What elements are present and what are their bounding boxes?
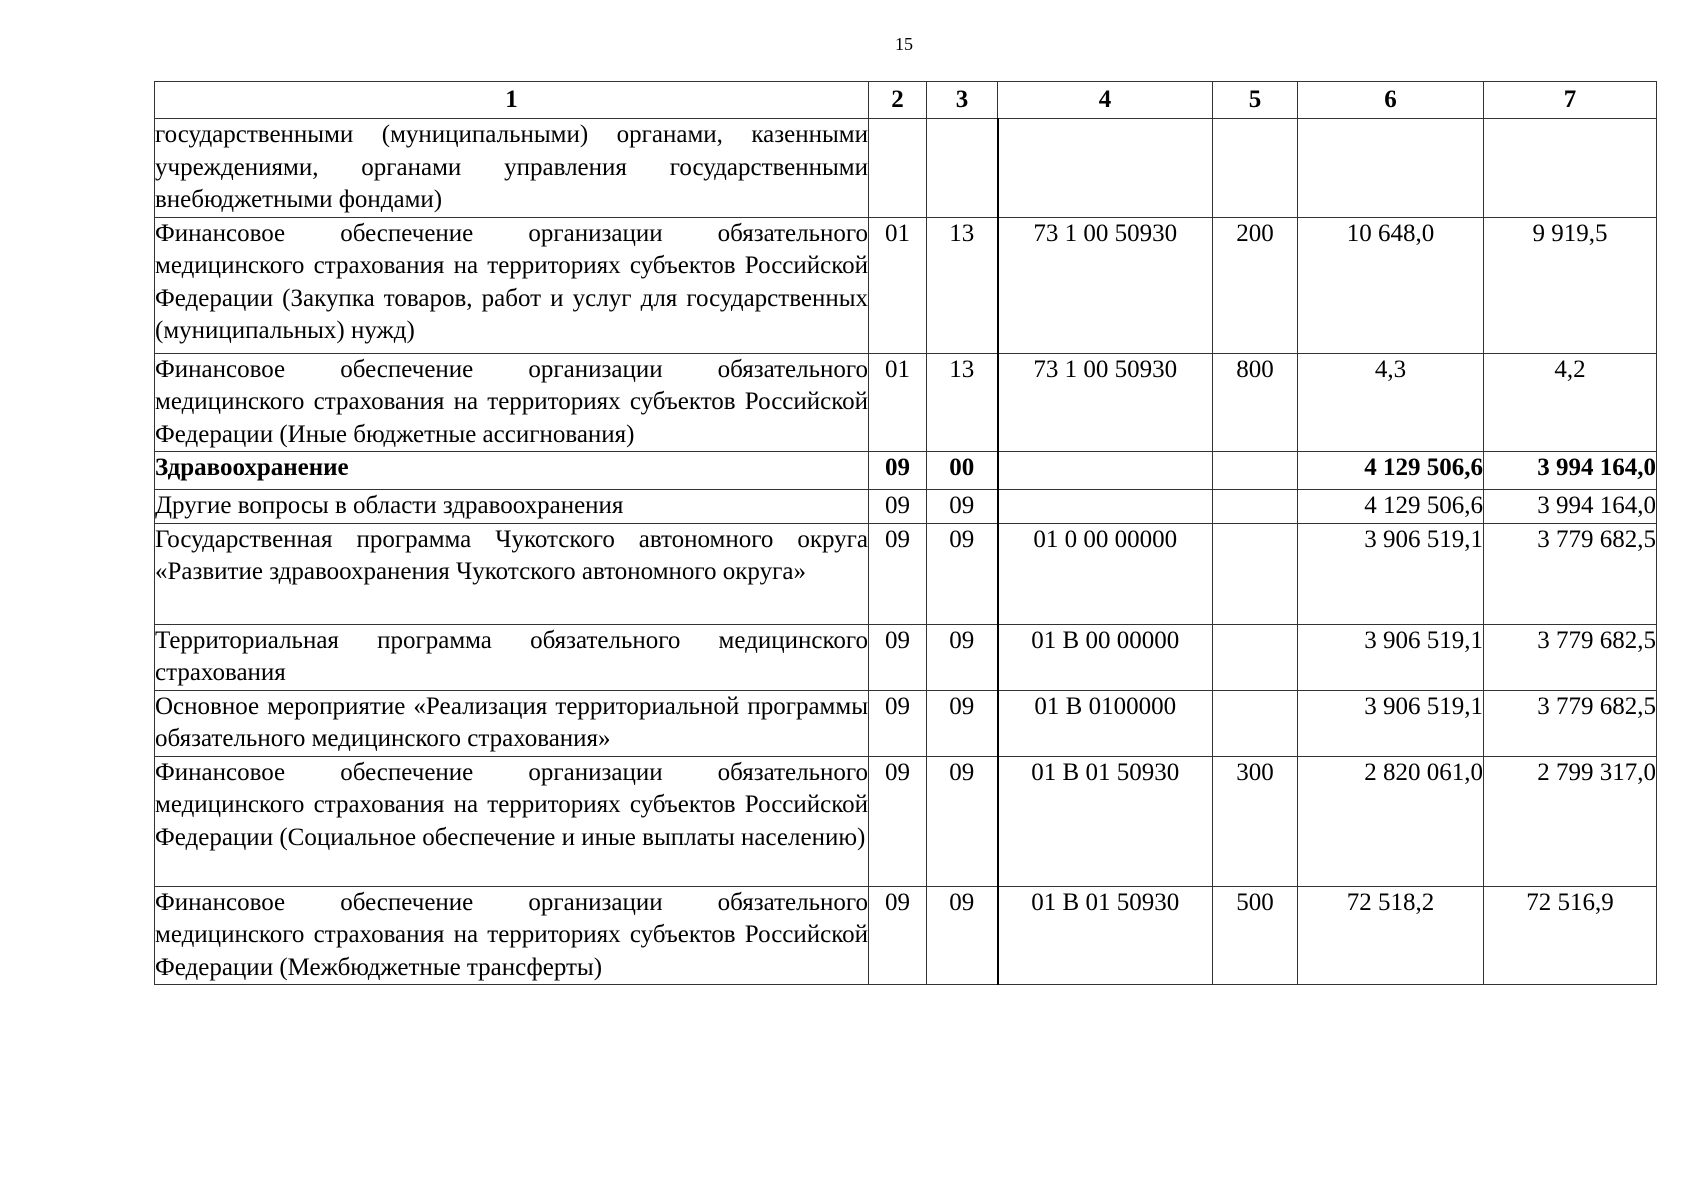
row-subsection-code xyxy=(927,119,998,218)
header-col-7: 7 xyxy=(1484,82,1657,119)
row-subsection-code: 09 xyxy=(927,886,998,985)
header-col-1: 1 xyxy=(155,82,869,119)
header-col-2: 2 xyxy=(869,82,927,119)
row-amount-col6: 10 648,0 xyxy=(1298,217,1484,353)
row-target-article: 01 В 0100000 xyxy=(998,690,1213,756)
row-expense-type: 300 xyxy=(1213,756,1298,886)
row-subsection-code: 09 xyxy=(927,690,998,756)
row-expense-type: 800 xyxy=(1213,353,1298,452)
row-subsection-code: 13 xyxy=(927,353,998,452)
row-section-code: 09 xyxy=(869,690,927,756)
row-amount-col7: 72 516,9 xyxy=(1484,886,1657,985)
row-amount-col7 xyxy=(1484,119,1657,218)
row-amount-col7: 3 779 682,5 xyxy=(1484,523,1657,624)
row-description: Территориальная программа обязательного медицинского страхования xyxy=(155,624,869,690)
header-col-4: 4 xyxy=(998,82,1213,119)
table-row xyxy=(155,119,1657,218)
table-row xyxy=(155,523,1657,624)
row-target-article: 73 1 00 50930 xyxy=(998,353,1213,452)
row-expense-type xyxy=(1213,452,1298,490)
row-amount-col6 xyxy=(1298,119,1484,218)
row-subsection-code: 09 xyxy=(927,490,998,524)
row-section-code: 09 xyxy=(869,624,927,690)
header-col-3: 3 xyxy=(927,82,998,119)
row-expense-type xyxy=(1213,624,1298,690)
row-target-article xyxy=(998,490,1213,524)
table-row xyxy=(155,353,1657,452)
row-description: Другие вопросы в области здравоохранения xyxy=(155,490,869,524)
row-section-code: 09 xyxy=(869,756,927,886)
row-expense-type xyxy=(1213,690,1298,756)
row-amount-col6: 4 129 506,6 xyxy=(1298,490,1484,524)
row-amount-col6: 2 820 061,0 xyxy=(1298,756,1484,886)
row-target-article: 73 1 00 50930 xyxy=(998,217,1213,353)
table-row xyxy=(155,452,1657,490)
row-expense-type xyxy=(1213,490,1298,524)
row-target-article: 01 В 01 50930 xyxy=(998,886,1213,985)
row-description: Финансовое обеспечение организации обязательного медицинского страхования на территориях субъектов Российской Федерации (Социальное обеспечение и иные выплаты населению) xyxy=(155,756,869,886)
row-section-code: 01 xyxy=(869,353,927,452)
row-amount-col6: 4 129 506,6 xyxy=(1298,452,1484,490)
row-description: Здравоохранение xyxy=(155,452,869,490)
row-subsection-code: 13 xyxy=(927,217,998,353)
row-description: Финансовое обеспечение организации обязательного медицинского страхования на территориях субъектов Российской Федерации (Закупка товаров, работ и услуг для государственных (муниципальных) нужд) xyxy=(155,217,869,353)
row-expense-type xyxy=(1213,523,1298,624)
row-section-code: 09 xyxy=(869,452,927,490)
header-col-5: 5 xyxy=(1213,82,1298,119)
row-target-article xyxy=(998,452,1213,490)
row-subsection-code: 09 xyxy=(927,523,998,624)
row-subsection-code: 09 xyxy=(927,624,998,690)
table-row xyxy=(155,690,1657,756)
header-row xyxy=(155,82,1657,119)
row-target-article: 01 В 01 50930 xyxy=(998,756,1213,886)
row-subsection-code: 09 xyxy=(927,756,998,886)
budget-table xyxy=(154,81,1657,985)
row-amount-col7: 2 799 317,0 xyxy=(1484,756,1657,886)
row-description: Финансовое обеспечение организации обязательного медицинского страхования на территориях субъектов Российской Федерации (Межбюджетные трансферты) xyxy=(155,886,869,985)
row-section-code: 09 xyxy=(869,523,927,624)
header-col-6: 6 xyxy=(1298,82,1484,119)
row-section-code: 09 xyxy=(869,886,927,985)
row-expense-type: 200 xyxy=(1213,217,1298,353)
row-description: государственными (муниципальными) органами, казенными учреждениями, органами управления государственными внебюджетными фондами) xyxy=(155,119,869,218)
row-amount-col7: 3 994 164,0 xyxy=(1484,490,1657,524)
row-target-article: 01 0 00 00000 xyxy=(998,523,1213,624)
row-description: Основное мероприятие «Реализация территориальной программы обязательного медицинского страхования» xyxy=(155,690,869,756)
row-target-article: 01 В 00 00000 xyxy=(998,624,1213,690)
table-row xyxy=(155,624,1657,690)
row-description: Финансовое обеспечение организации обязательного медицинского страхования на территориях субъектов Российской Федерации (Иные бюджетные ассигнования) xyxy=(155,353,869,452)
row-expense-type: 500 xyxy=(1213,886,1298,985)
row-section-code: 01 xyxy=(869,217,927,353)
row-section-code: 09 xyxy=(869,490,927,524)
table-row xyxy=(155,217,1657,353)
page-number: 15 xyxy=(895,34,913,54)
row-subsection-code: 00 xyxy=(927,452,998,490)
row-amount-col6: 3 906 519,1 xyxy=(1298,690,1484,756)
row-amount-col6: 72 518,2 xyxy=(1298,886,1484,985)
row-amount-col6: 4,3 xyxy=(1298,353,1484,452)
table-row xyxy=(155,886,1657,985)
row-target-article xyxy=(998,119,1213,218)
row-amount-col7: 4,2 xyxy=(1484,353,1657,452)
row-description: Государственная программа Чукотского автономного округа «Развитие здравоохранения Чукотского автономного округа» xyxy=(155,523,869,624)
row-amount-col6: 3 906 519,1 xyxy=(1298,624,1484,690)
row-amount-col7: 3 779 682,5 xyxy=(1484,624,1657,690)
table-row xyxy=(155,756,1657,886)
row-expense-type xyxy=(1213,119,1298,218)
row-amount-col7: 9 919,5 xyxy=(1484,217,1657,353)
table-row xyxy=(155,490,1657,524)
row-section-code xyxy=(869,119,927,218)
row-amount-col6: 3 906 519,1 xyxy=(1298,523,1484,624)
row-amount-col7: 3 994 164,0 xyxy=(1484,452,1657,490)
row-amount-col7: 3 779 682,5 xyxy=(1484,690,1657,756)
